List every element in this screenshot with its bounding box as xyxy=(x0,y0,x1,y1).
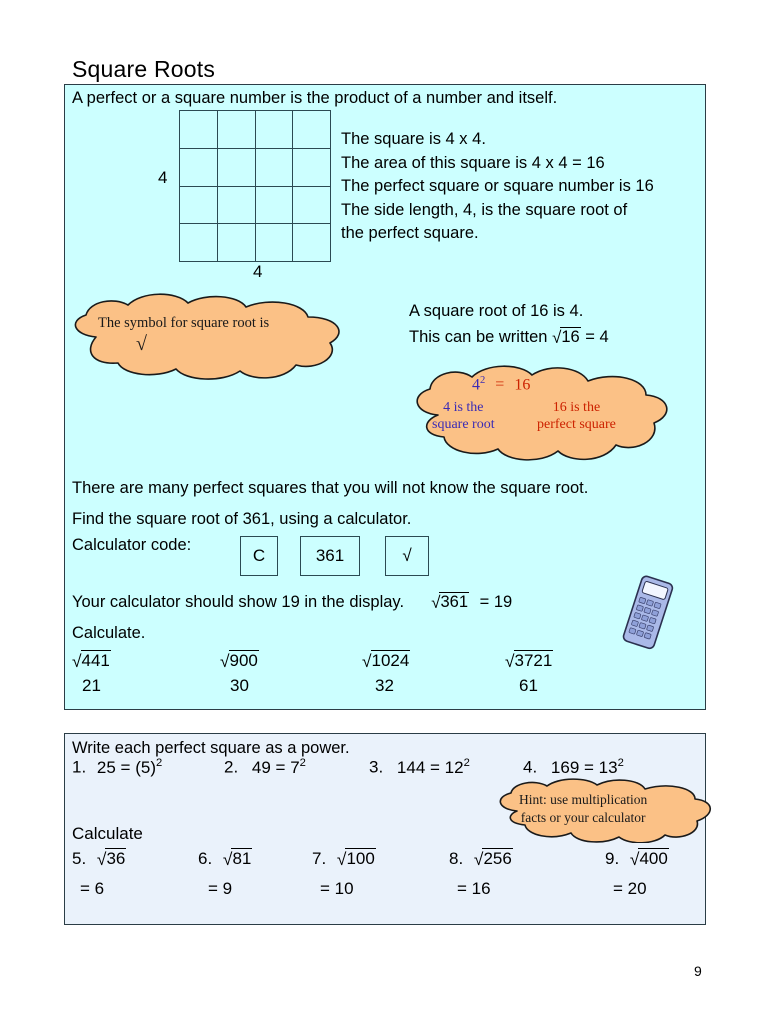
radicand: 400 xyxy=(639,849,668,868)
cloud-hint-line1: Hint: use multiplication xyxy=(519,792,648,807)
cloud-symbol-line1: The symbol for square root is xyxy=(98,315,270,331)
calculator-key-sqrt[interactable]: √ xyxy=(385,536,429,576)
power-item-4 xyxy=(523,757,624,778)
radical-expression xyxy=(97,848,126,869)
power-exponent: 2 xyxy=(617,757,624,769)
radicand: 100 xyxy=(346,849,375,868)
line-find-root: Find the square root of 361, using a calculator. xyxy=(72,510,412,528)
page-number: 9 xyxy=(694,963,702,979)
explanation-block xyxy=(341,128,654,246)
radicand: 16 xyxy=(561,328,580,346)
statement-line-2 xyxy=(409,327,609,348)
top-answer-2: 32 xyxy=(375,676,394,695)
grid-cell xyxy=(218,111,256,149)
radicand: 361 xyxy=(440,593,469,611)
radicand: 36 xyxy=(106,849,126,868)
radical-sign-icon: √ xyxy=(72,651,82,671)
cloud-square-left-line1: 4 is the xyxy=(443,400,484,415)
grid-side-label: 4 xyxy=(158,168,168,187)
power-text: 144 = 12 xyxy=(396,757,464,777)
statement-result: = 4 xyxy=(585,328,609,346)
line-calculator-code-label: Calculator code: xyxy=(72,536,192,554)
bottom-exercise-6 xyxy=(198,848,252,869)
cloud-square-left-line2: square root xyxy=(432,417,495,432)
power-exponent: 2 xyxy=(299,757,306,769)
bottom-exercise-7 xyxy=(312,848,376,869)
power-item-1 xyxy=(72,757,162,778)
equation-exponent: 2 xyxy=(480,375,486,386)
exercise-number: 9. xyxy=(605,849,620,868)
grid-cell xyxy=(218,224,256,262)
power-number: 3. xyxy=(369,757,384,777)
top-exercise-2 xyxy=(362,650,410,671)
grid-bottom-label: 4 xyxy=(253,262,263,281)
bottom-answer-9: = 20 xyxy=(613,879,647,898)
radical-expression xyxy=(474,848,513,869)
grid-cell xyxy=(256,111,294,149)
cloud-callout-symbol xyxy=(56,291,352,383)
square-grid-diagram xyxy=(179,110,331,262)
exercise-number: 7. xyxy=(312,849,327,868)
equation-base: 4 xyxy=(472,376,480,394)
cloud-square-equation xyxy=(472,375,530,394)
top-exercise-1 xyxy=(220,650,259,671)
page-title: Square Roots xyxy=(72,56,216,82)
cloud-hint-label xyxy=(519,791,647,827)
radical-sign-icon: √ xyxy=(629,849,640,869)
exercise-number: 6. xyxy=(198,849,213,868)
radical-sign-icon: √ xyxy=(336,849,347,869)
radical-expression xyxy=(505,650,553,671)
radical-sign-icon: √ xyxy=(505,651,515,671)
calculator-illustration xyxy=(612,572,682,652)
grid-cell xyxy=(180,224,218,262)
explanation-line-3: The perfect square or square number is 16 xyxy=(341,177,654,196)
power-number: 1. xyxy=(72,757,87,777)
grid-cell xyxy=(218,187,256,225)
radical-sign-icon: √ xyxy=(220,651,230,671)
power-text: 25 = (5) xyxy=(96,757,156,777)
line-many-perfect-squares: There are many perfect squares that you will not know the square root. xyxy=(72,479,589,497)
power-text: 169 = 13 xyxy=(550,757,618,777)
grid-cell xyxy=(293,224,331,262)
radical-expression xyxy=(223,848,252,869)
bottom-answer-7: = 10 xyxy=(320,879,354,898)
power-text: 49 = 7 xyxy=(251,757,300,777)
grid-cell xyxy=(256,224,294,262)
top-exercise-3 xyxy=(505,650,553,671)
explanation-line-2: The area of this square is 4 x 4 = 16 xyxy=(341,153,605,172)
radical-sign-icon: √ xyxy=(96,849,107,869)
cloud-square-left-label xyxy=(432,399,495,433)
radical-sign-icon: √ xyxy=(552,328,562,347)
top-answer-1: 30 xyxy=(230,676,249,695)
calculator-key-clear[interactable]: C xyxy=(240,536,278,576)
grid-cell xyxy=(293,149,331,187)
radical-expression xyxy=(220,650,259,671)
exercise-number: 5. xyxy=(72,849,87,868)
bottom-exercise-9 xyxy=(605,848,669,869)
line-display-text: Your calculator should show 19 in the display. xyxy=(72,593,405,611)
power-item-2 xyxy=(224,757,306,778)
statement-line-2-text: This can be written xyxy=(409,328,548,346)
bottom-instruction: Write each perfect square as a power. xyxy=(72,739,350,757)
equation-equals: = xyxy=(495,376,505,394)
bottom-answer-5: = 6 xyxy=(80,879,105,898)
grid-cell xyxy=(293,111,331,149)
radicand: 1024 xyxy=(371,651,410,670)
intro-text: A perfect or a square number is the product of a number and itself. xyxy=(72,89,558,107)
cloud-square-right-line1: 16 is the xyxy=(552,400,601,415)
bottom-answer-6: = 9 xyxy=(208,879,233,898)
bottom-answer-8: = 16 xyxy=(457,879,491,898)
cloud-callout-square xyxy=(402,363,674,467)
radical-sign-icon: √ xyxy=(222,849,233,869)
radical-sign-icon: √ xyxy=(362,651,372,671)
explanation-line-4: The side length, 4, is the square root of xyxy=(341,200,628,219)
explanation-line-1: The square is 4 x 4. xyxy=(341,130,486,148)
grid-cell xyxy=(180,111,218,149)
cloud-square-right-label xyxy=(537,399,616,433)
radical-sign-icon: √ xyxy=(473,849,484,869)
grid-cell xyxy=(293,187,331,225)
radical-expression xyxy=(337,848,376,869)
power-number: 2. xyxy=(224,757,239,777)
radicand: 3721 xyxy=(514,651,553,670)
radicand: 81 xyxy=(232,849,252,868)
top-answer-3: 61 xyxy=(519,676,538,695)
statement-line-1: A square root of 16 is 4. xyxy=(409,302,584,320)
radical-expression xyxy=(72,650,111,671)
equation-result: 16 xyxy=(514,376,531,394)
display-result: = 19 xyxy=(479,593,513,611)
power-exponent: 2 xyxy=(155,757,163,769)
cloud-hint-line2: facts or your calculator xyxy=(520,810,646,825)
radical-sign-icon: √ xyxy=(431,593,441,612)
line-calculate: Calculate. xyxy=(72,624,146,642)
line-display xyxy=(72,592,512,613)
grid-cell xyxy=(256,187,294,225)
grid-cell xyxy=(180,187,218,225)
radical-16 xyxy=(552,327,581,348)
radicand: 441 xyxy=(81,651,110,670)
cloud-square-right-line2: perfect square xyxy=(537,417,616,432)
radical-expression xyxy=(630,848,669,869)
power-number: 4. xyxy=(523,757,538,777)
cloud-callout-hint xyxy=(487,777,717,843)
grid-cell xyxy=(180,149,218,187)
explanation-line-5: the perfect square. xyxy=(341,224,479,243)
radical-361 xyxy=(431,592,469,613)
radical-icon: √ xyxy=(136,333,147,355)
top-answer-0: 21 xyxy=(82,676,101,695)
grid-cell xyxy=(256,149,294,187)
radical-expression xyxy=(362,650,410,671)
grid-cell xyxy=(218,149,256,187)
bottom-exercise-8 xyxy=(449,848,513,869)
exercise-number: 8. xyxy=(449,849,464,868)
radicand: 256 xyxy=(483,849,512,868)
radicand: 900 xyxy=(229,651,258,670)
bottom-exercise-5 xyxy=(72,848,126,869)
top-exercise-0 xyxy=(72,650,111,671)
power-exponent: 2 xyxy=(463,757,470,769)
power-item-3 xyxy=(369,757,470,778)
bottom-calculate-label: Calculate xyxy=(72,824,143,843)
calculator-key-361[interactable]: 361 xyxy=(300,536,360,576)
